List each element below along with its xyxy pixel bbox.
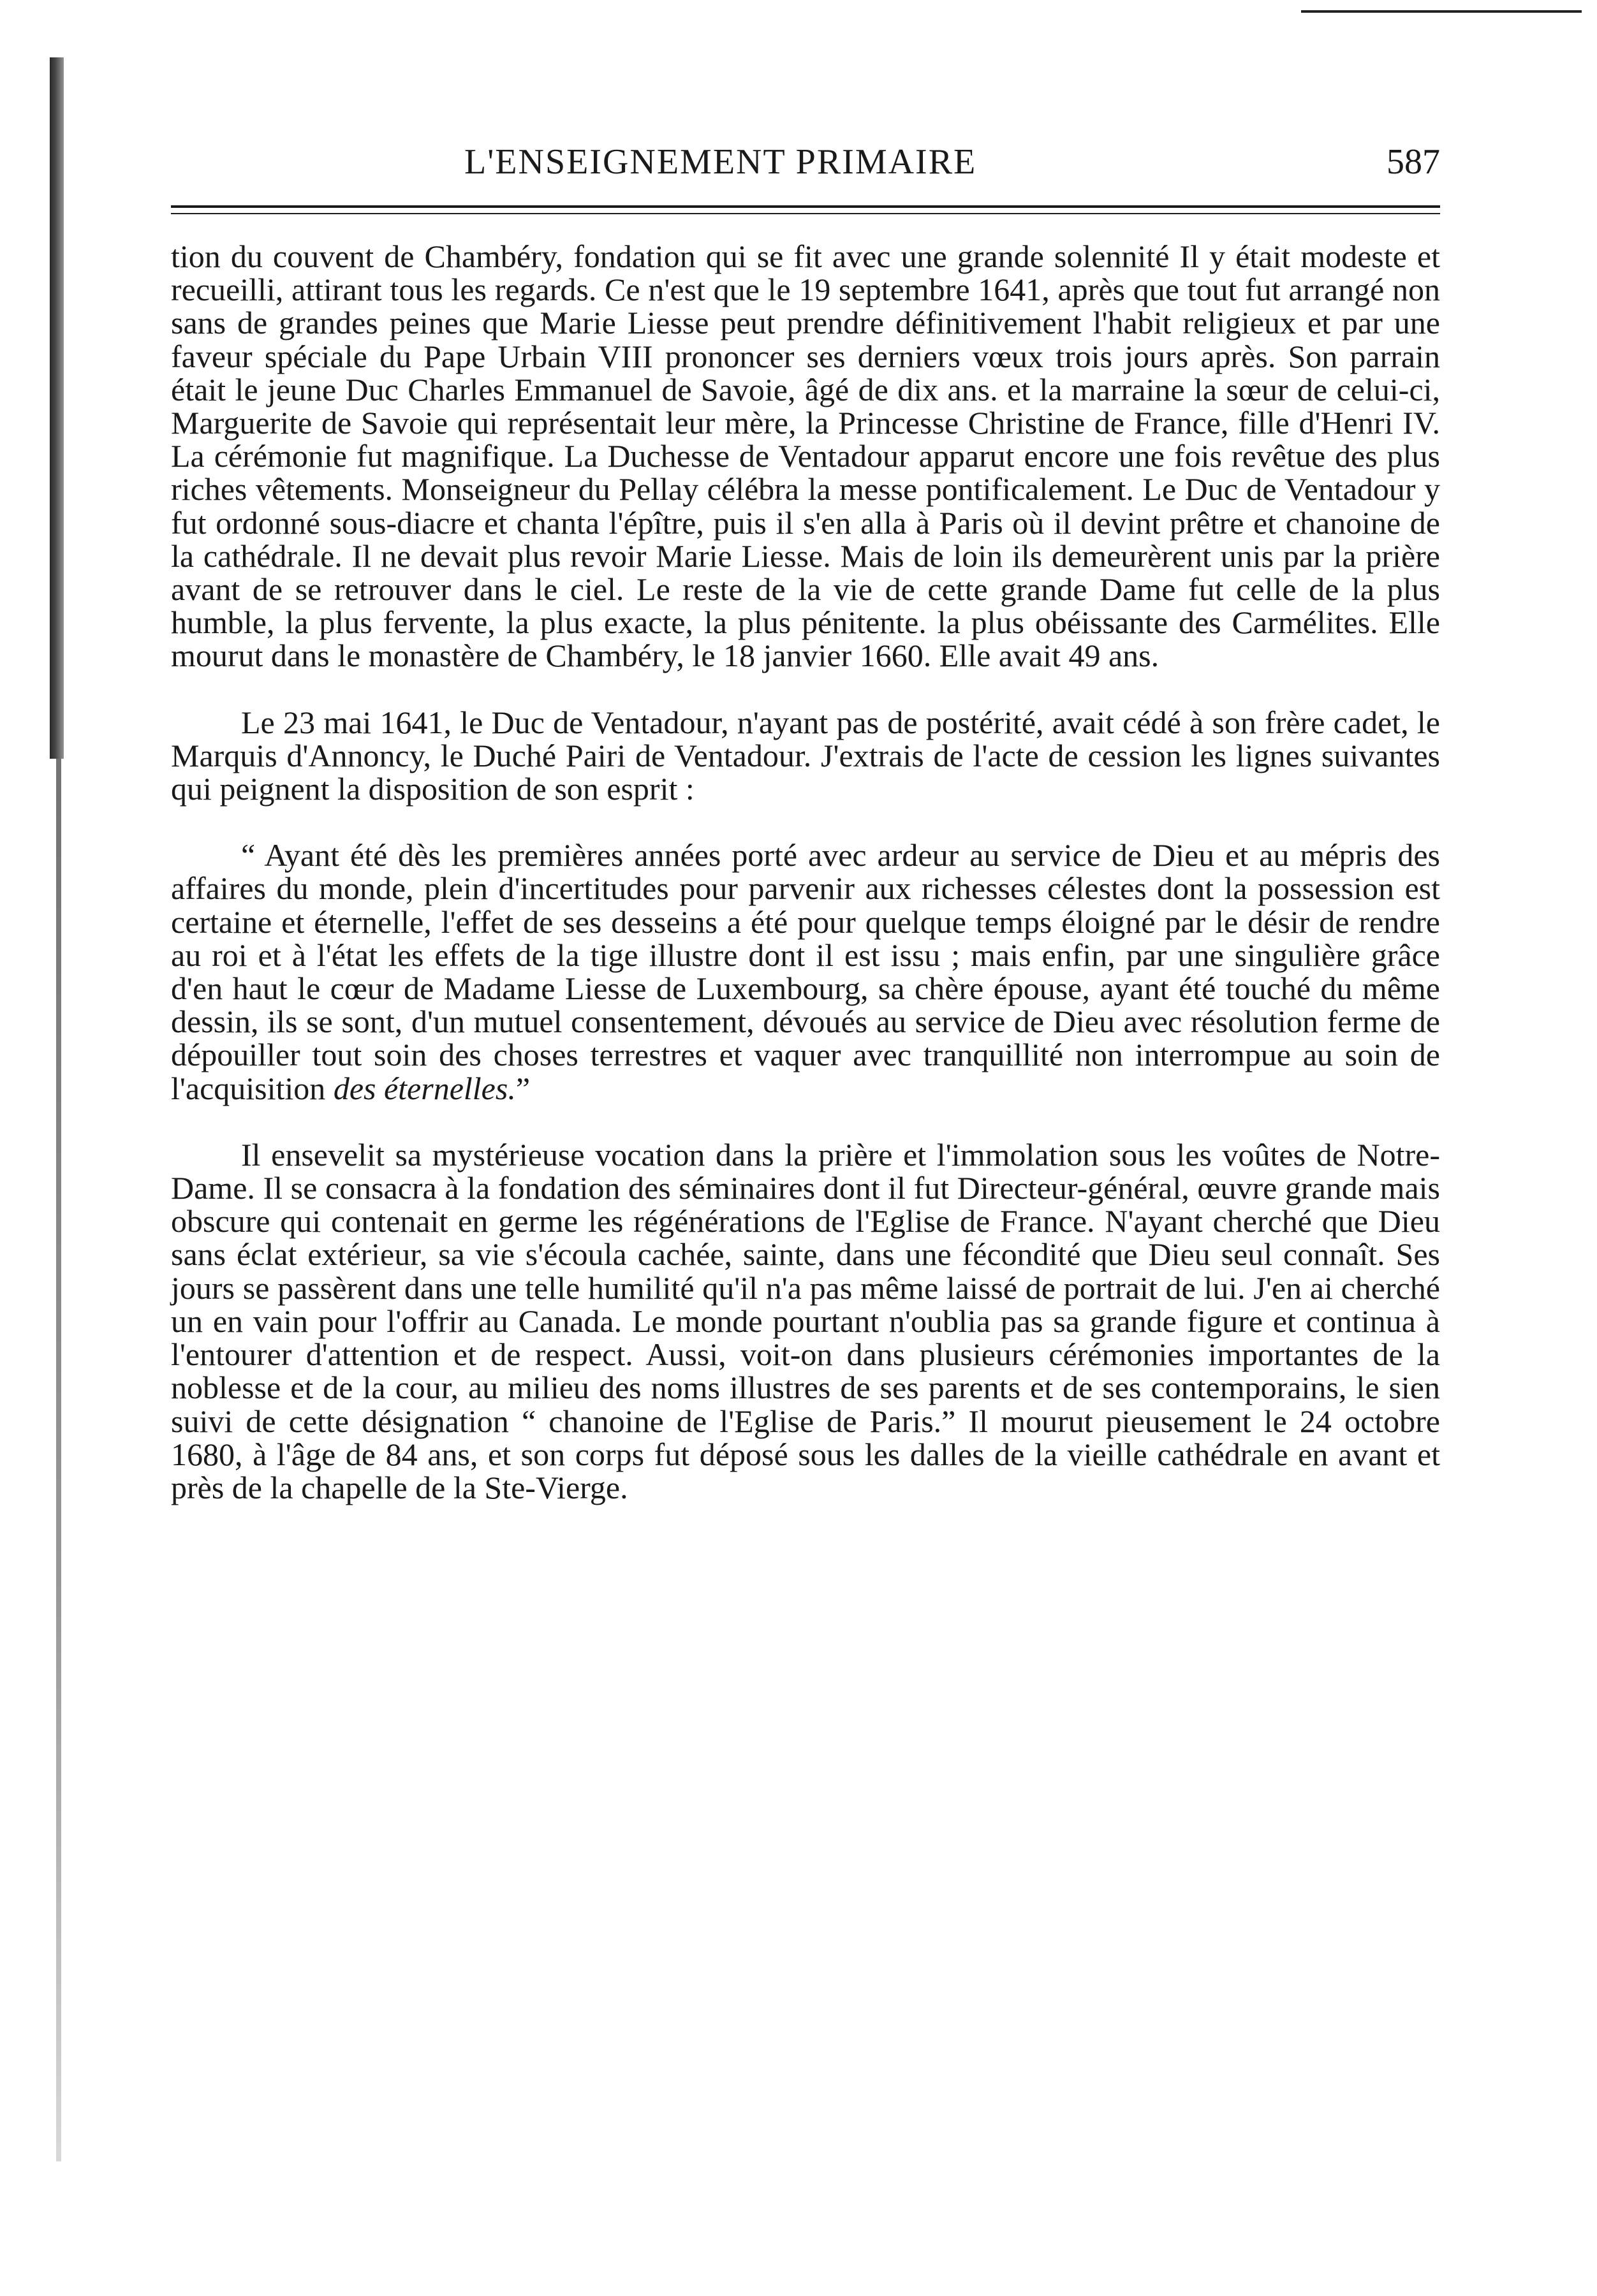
quotation-closing-mark: ”: [515, 1070, 531, 1106]
page-number: 587: [1387, 142, 1440, 182]
header-rule-thick: [171, 205, 1440, 208]
quotation: [171, 838, 1440, 1105]
quotation-text: “ Ayant été dès les premières années porté avec ardeur au service de Dieu et au mépris des affaires du monde, plein d'incertitudes pour parvenir aux richesses célestes dont la possession est certaine et éternelle, l'effet de ses desseins a été pour quelque temps éloigné par le désir de rendre au roi et à l'état les effets de la tige illustre dont il est issu ; mais enfin, par une singulière grâce d'en haut le cœur de Madame Liesse de Luxembourg, sa chère épouse, ayant été touché du même dessin, ils se sont, d'un mutuel consentement, dévoués au service de Dieu avec résolution ferme de dépouiller tout soin des choses terrestres et vaquer avec tranquillité non interrompue au soin de l'acquisition: [171, 837, 1440, 1106]
quotation-italic-end: des éternelles.: [333, 1070, 516, 1106]
paragraph-2: Le 23 mai 1641, le Duc de Ventadour, n'ayant pas de postérité, avait cédé à son frère cadet, le Marquis d'Annoncy, le Duché Pairi de Ventadour. J'extrais de l'acte de cession les lignes suivantes qui peignent la disposition de son esprit :: [171, 704, 1440, 807]
paragraph-4: Il ensevelit sa mystérieuse vocation dans la prière et l'immolation sous les voûtes de Notre-Dame. Il se consacra à la fondation des séminaires dont il fut Directeur-général, œuvre grande mais obscure qui contenait en germe les régénérations de l'Eglise de France. N'ayant cherché que Dieu sans éclat extérieur, sa vie s'écoula cachée, sainte, dans une fécondité que Dieu seul connaît. Ses jours se passèrent dans une telle humilité qu'il n'a pas même laissé de portrait de lui. J'en ai cherché un en vain pour l'offrir au Canada. Le monde pourtant n'oublia pas sa grande figure et continua à l'entourer d'attention et de respect. Aussi, voit-on dans plusieurs cérémonies importantes de la noblesse et de la cour, au milieu des noms illustres de ses parents et de ses contemporains, le sien suivi de cette désignation “ chanoine de l'Eglise de Paris.” Il mourut pieusement le 24 octobre 1680, à l'âge de 84 ans, et son corps fut déposé sous les dalles de la vieille cathédrale en avant et près de la chapelle de la Ste-Vierge.: [171, 1136, 1440, 1505]
scan-binding-edge: [50, 57, 64, 759]
header-rule-thin: [171, 213, 1440, 214]
page-header: [171, 142, 1440, 186]
paragraph-1: tion du couvent de Chambéry, fondation qui se fit avec une grande solennité Il y était modeste et recueilli, attirant tous les regards. Ce n'est que le 19 septembre 1641, après que tout fut arrangé non sans de grandes peines que Marie Liesse peut prendre définitivement l'habit religieux et par une faveur spéciale du Pape Urbain VIII prononcer ses derniers vœux trois jours après. Son parrain était le jeune Duc Charles Emmanuel de Savoie, âgé de dix ans. et la marraine la sœur de celui-ci, Marguerite de Savoie qui représentait leur mère, la Princesse Christine de France, fille d'Henri IV. La cérémonie fut magnifique. La Duchesse de Ventadour apparut encore une fois revêtue des plus riches vêtements. Monseigneur du Pellay célébra la messe pontificalement. Le Duc de Ventadour y fut ordonné sous-diacre et chanta l'épître, puis il s'en alla à Paris où il devint prêtre et chanoine de la cathédrale. Il ne devait plus revoir Marie Liesse. Mais de loin ils demeurèrent unis par la prière avant de se retrouver dans le ciel. Le reste de la vie de cette grande Dame fut celle de la plus humble, la plus fervente, la plus exacte, la plus pénitente. la plus obéissante des Carmélites. Elle mourut dans le monastère de Chambéry, le 18 janvier 1660. Elle avait 49 ans.: [171, 238, 1440, 674]
running-title: L'ENSEIGNEMENT PRIMAIRE: [464, 142, 977, 182]
scan-binding-edge-lower: [56, 759, 61, 2161]
scan-top-mark: [1301, 10, 1582, 13]
body-text: [171, 240, 1440, 1504]
